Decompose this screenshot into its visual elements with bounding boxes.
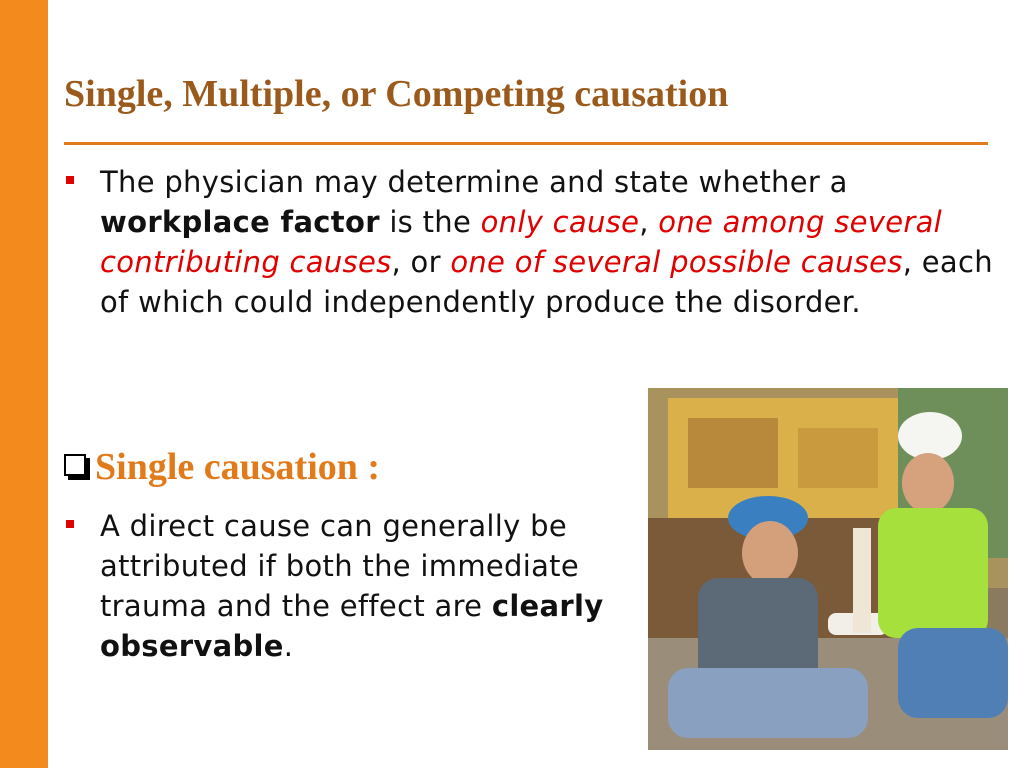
left-accent-bar: [0, 0, 48, 768]
worker-first-aid-photo: [648, 388, 1008, 750]
text-segment: ,: [639, 205, 659, 239]
checkbox-icon: [64, 454, 90, 480]
text-segment: , or: [391, 245, 451, 279]
emphasis-term: one among several contributing causes: [100, 205, 943, 279]
bold-term: clearly observable: [100, 589, 604, 663]
text-segment: is the: [379, 205, 481, 239]
text-segment: A direct cause can generally be attributed if both the immediate trauma and the effect are: [100, 509, 579, 623]
subheading-label: Single causation :: [95, 446, 381, 488]
bullet-icon: [66, 176, 74, 184]
emphasis-term: only cause: [480, 205, 640, 239]
slide-title: Single, Multiple, or Competing causation: [64, 73, 729, 115]
bullet-text-physician: [100, 162, 1000, 322]
bold-term: workplace factor: [100, 205, 380, 239]
text-segment: .: [283, 629, 294, 663]
bullet-icon: [66, 520, 74, 528]
text-segment: The physician may determine and state whether a: [100, 165, 848, 199]
bullet-text-direct-cause: [100, 506, 630, 666]
emphasis-term: one of several possible causes: [450, 245, 903, 279]
title-underline: [64, 142, 988, 145]
subheading-single-causation: [64, 445, 380, 489]
text-segment: , each of which could independently produce the disorder.: [100, 245, 993, 319]
